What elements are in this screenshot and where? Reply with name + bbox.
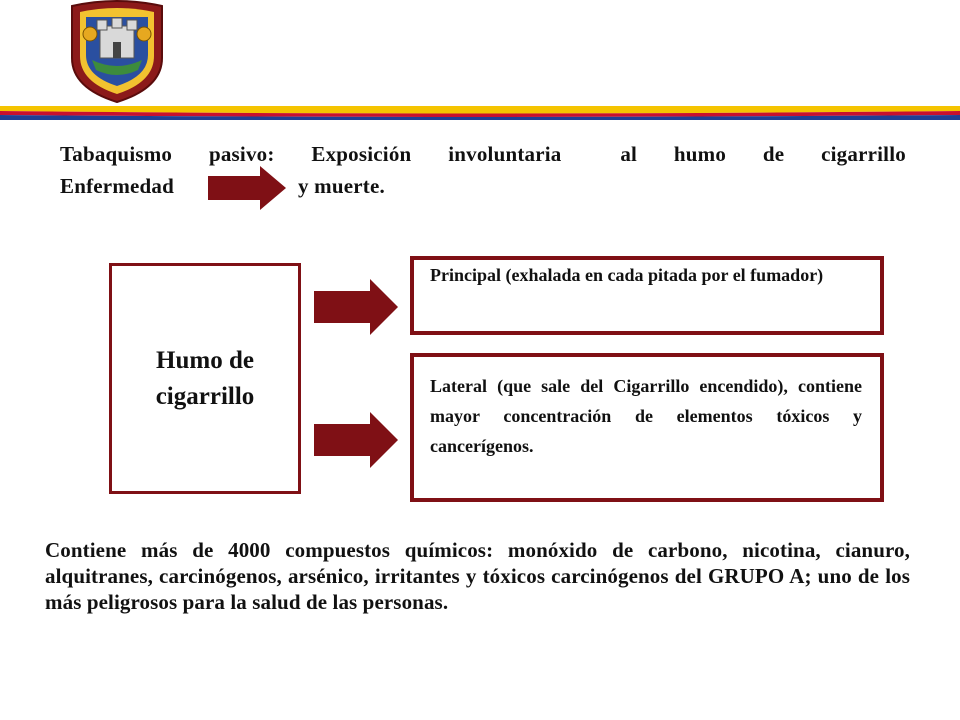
intro-word: Tabaquismo: [60, 142, 173, 166]
principal-smoke-box: [410, 256, 884, 335]
arrow-right-icon: [314, 412, 398, 468]
lateral-smoke-box: [410, 353, 884, 502]
intro-word: de: [762, 142, 785, 166]
intro-word: involuntaria: [448, 142, 562, 166]
intro-line-2: [60, 170, 906, 202]
intro-word: cigarrillo: [821, 142, 906, 166]
intro-word-enfermedad: Enfermedad: [60, 174, 174, 198]
intro-word: humo: [673, 142, 727, 166]
main-box-line-2: cigarrillo: [155, 382, 255, 410]
arrow-right-icon: [208, 166, 286, 210]
coat-of-arms-logo: [62, 0, 172, 104]
compounds-paragraph: Contiene más de 4000 compuestos químicos: monóxido de carbono, nicotina, cianuro, alquitranes, carcinógenos, arsénico, irritantes y tóxicos carcinógenos del GRUPO A; uno de los más peligrosos para la salud de las personas.: [45, 538, 910, 614]
arrow-right-icon: [314, 279, 398, 335]
intro-word: al: [620, 142, 638, 166]
intro-word-muerte: y muerte.: [298, 174, 385, 198]
intro-line-1: [60, 138, 906, 170]
humo-de-cigarrillo-box: [109, 263, 301, 494]
main-box-line-1: Humo de: [156, 346, 254, 374]
intro-word: pasivo:: [208, 142, 275, 166]
intro-text: [60, 138, 906, 202]
lateral-text: Lateral (que sale del Cigarrillo encendido), contiene mayor concentración de elementos tóxicos y cancerígenos.: [430, 376, 862, 456]
flag-color-band: [0, 106, 960, 120]
principal-text: Principal (exhalada en cada pitada por el fumador): [430, 265, 824, 285]
intro-word: Exposición: [311, 142, 412, 166]
